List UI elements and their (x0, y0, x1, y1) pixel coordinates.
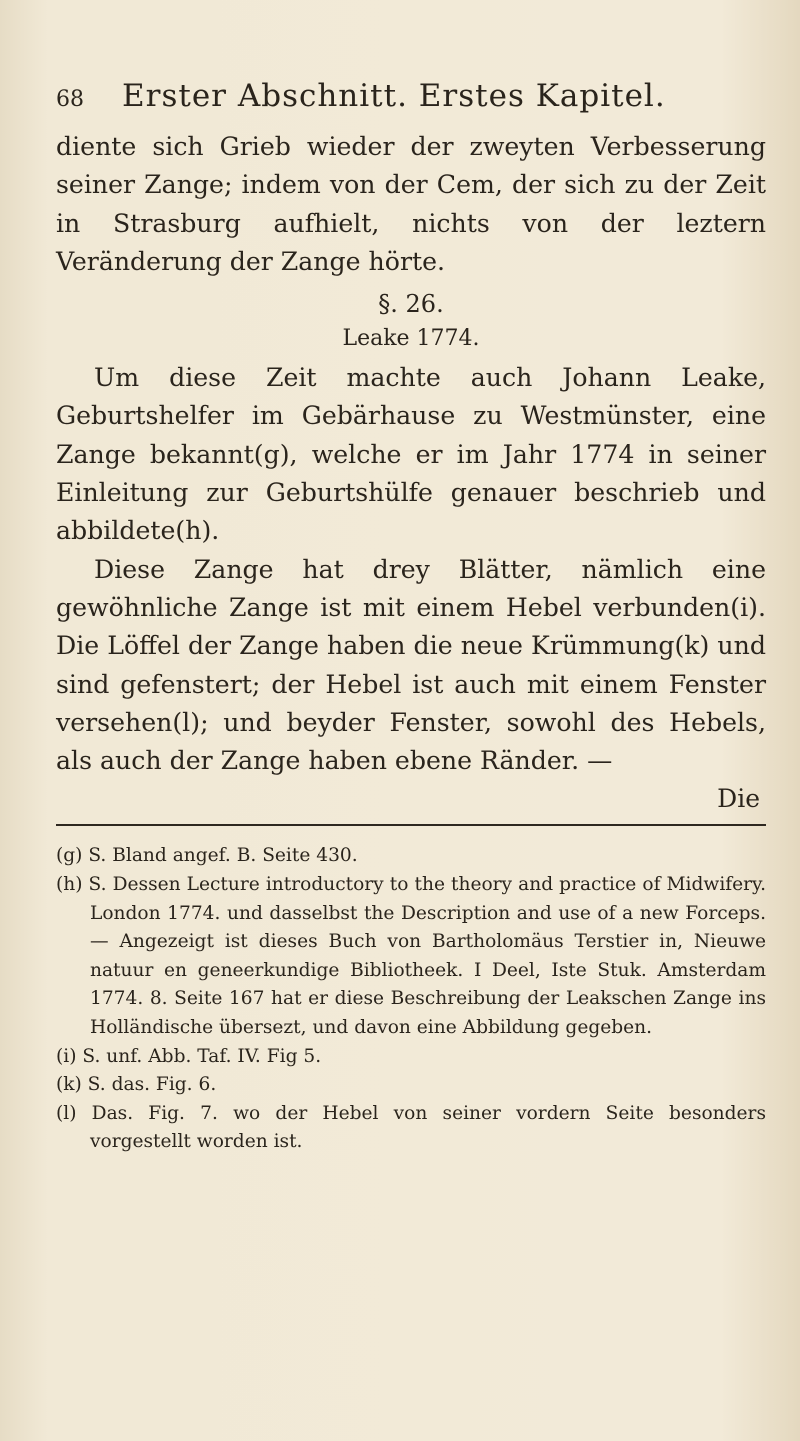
page-number: 68 (56, 87, 84, 112)
page-header (56, 78, 766, 114)
paragraph-3: Diese Zange hat drey Blätter, nämlich eine gewöhnliche Zange ist mit einem Hebel verbunden(i). Die Löffel der Zange haben die neue Krümmung(k) und sind gefenstert; der Hebel ist auch mit einem Fenster versehen(l); und beyder Fenster, sowohl des Hebels, als auch der Zange haben ebene Ränder. — (56, 554, 766, 776)
footnotes (56, 842, 766, 1157)
section-heading: §. 26. (378, 290, 444, 319)
catchword: Die (717, 784, 760, 814)
section-subheading: Leake 1774. (342, 326, 480, 352)
footnote-divider (56, 824, 766, 826)
footnote-l: (l) Das. Fig. 7. wo der Hebel von seiner vordern Seite besonders vorgestellt worden ist. (56, 1102, 766, 1153)
paragraph-1: diente sich Grieb wieder der zweyten Verbesserung seiner Zange; indem von der Cem, der sich zu der Zeit in Strasburg aufhielt, nichts von der leztern Veränderung der Zange hörte. (56, 132, 766, 276)
footnote-h: (h) S. Dessen Lecture introductory to the theory and practice of Midwifery. London 1774. und dasselbst the Description and use of a new Forceps. — Angezeigt ist dieses Buch von Bartholomäus Terstier in, Nieuwe natuur en geneerkundige Bibliotheek. I Deel, Iste Stuk. Amsterdam 1774. 8. Seite 167 hat er diese Beschreibung der Leakschen Zange ins Holländische übersezt, und davon eine Abbildung gegeben. (56, 874, 766, 1039)
running-head: Erster Abschnitt. Erstes Kapitel. (122, 78, 666, 114)
footnote-k: (k) S. das. Fig. 6. (56, 1074, 217, 1096)
paragraph-2: Um diese Zeit machte auch Johann Leake, Geburtshelfer im Gebärhause zu Westmünster, eine Zange bekannt(g), welche er im Jahr 1774 in seiner Einleitung zur Geburtshülfe genauer beschrieb und abbildete(h). (56, 363, 766, 546)
footnote-i: (i) S. unf. Abb. Taf. IV. Fig 5. (56, 1045, 322, 1067)
main-text (56, 128, 766, 818)
footnote-g: (g) S. Bland angef. B. Seite 430. (56, 845, 358, 867)
